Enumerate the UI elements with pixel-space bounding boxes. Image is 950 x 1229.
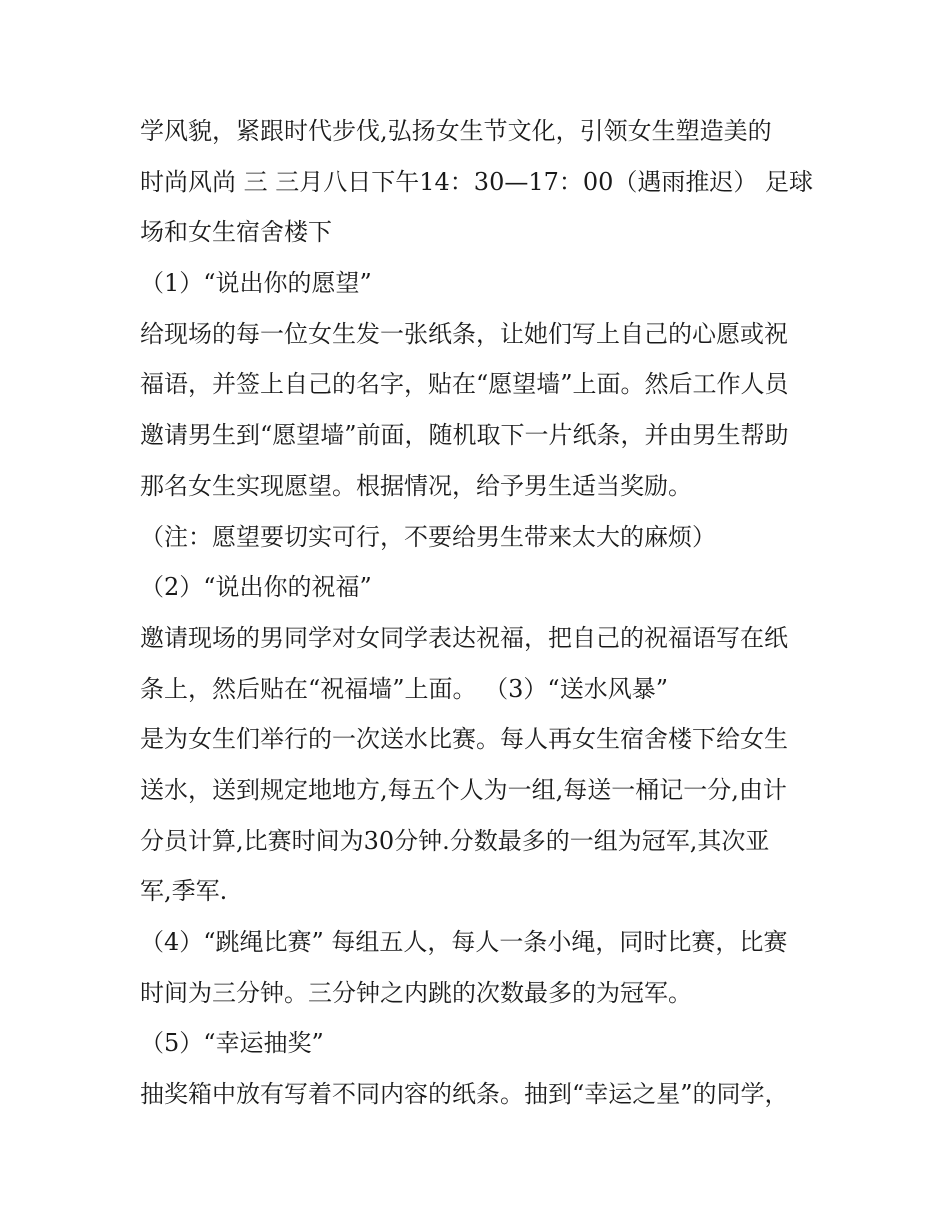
text-line: 送水，送到规定地地方,每五个人为一组,每送一桶记一分,由计 xyxy=(140,775,787,804)
text-line: 邀请男生到“愿望墙”前面，随机取下一片纸条，并由男生帮助 xyxy=(140,421,789,450)
text-line: 那名女生实现愿望。根据情况，给予男生适当奖励。 xyxy=(140,471,692,500)
text-line: 给现场的每一位女生发一张纸条，让她们写上自己的心愿或祝 xyxy=(140,319,788,348)
text-line: （4）“跳绳比赛” 每组五人，每人一条小绳，同时比赛，比赛 xyxy=(140,928,788,956)
text-line: 抽奖箱中放有写着不同内容的纸条。抽到“幸运之星”的同学， xyxy=(140,1080,789,1109)
text-line: 时间为三分钟。三分钟之内跳的次数最多的为冠军。 xyxy=(140,978,692,1007)
text-line: 学风貌，紧跟时代步伐,弘扬女生节文化，引领女生塑造美的 xyxy=(140,117,772,145)
text-line: 时尚风尚 三 三月八日下午14：30—17：00（遇雨推迟） 足球 xyxy=(140,167,814,196)
text-line: 是为女生们举行的一次送水比赛。每人再女生宿舍楼下给女生 xyxy=(140,725,788,754)
text-line: 条上，然后贴在“祝福墙”上面。 （3）“送水风暴” xyxy=(140,674,668,703)
text-line: 场和女生宿舍楼下 xyxy=(140,218,332,247)
text-line: 福语，并签上自己的名字，贴在“愿望墙”上面。然后工作人员 xyxy=(140,370,789,399)
text-line: （2）“说出你的祝福” xyxy=(140,573,372,602)
text-line: 分员计算,比赛时间为30分钟.分数最多的一组为冠军,其次亚 xyxy=(140,826,770,855)
text-line: 军,季军. xyxy=(140,877,228,906)
text-line: （注：愿望要切实可行，不要给男生带来太大的麻烦） xyxy=(140,522,716,551)
text-line: 邀请现场的男同学对女同学表达祝福，把自己的祝福语写在纸 xyxy=(140,623,788,652)
text-line: （1）“说出你的愿望” xyxy=(140,269,372,298)
text-line: （5）“幸运抽奖” xyxy=(140,1029,324,1058)
document-body xyxy=(140,106,820,1120)
